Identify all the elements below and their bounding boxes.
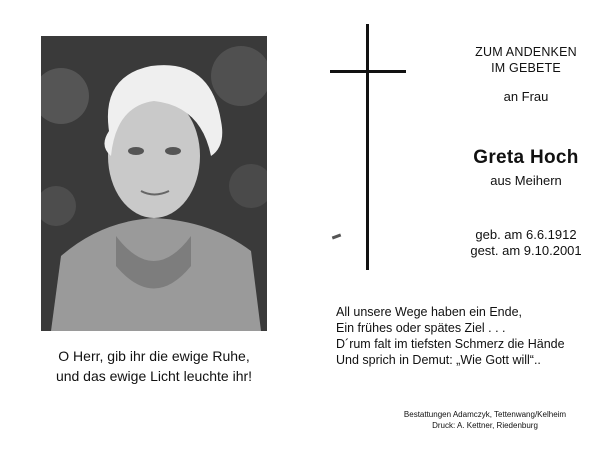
funeral-home-credit: Bestattungen Adamczyk, Tettenwang/Kelheim [403, 410, 567, 419]
prayer-text [20, 346, 288, 386]
cross-horizontal-bar [330, 70, 406, 73]
memoriam-line-2: IM GEBETE [491, 61, 561, 75]
memoriam-heading [428, 44, 614, 76]
verse-line-1: All unsere Wege haben ein Ende, [336, 305, 523, 319]
portrait-photo [41, 36, 267, 331]
memorial-verse [336, 304, 608, 368]
prayer-line-1: O Herr, gib ihr die ewige Ruhe, [58, 348, 250, 364]
print-credit: Druck: A. Kettner, Riedenburg [432, 421, 538, 430]
ink-mark [332, 234, 341, 240]
birth-date: geb. am 6.6.1912 [475, 227, 577, 242]
prayer-line-2: und das ewige Licht leuchte ihr! [55, 368, 253, 384]
death-date: gest. am 9.10.2001 [470, 243, 582, 258]
origin-text: aus Meihern [490, 173, 562, 188]
memoriam-line-1: ZUM ANDENKEN [475, 45, 577, 59]
verse-line-4: Und sprich in Demut: „Wie Gott will“.. [336, 353, 541, 367]
printer-credits [360, 409, 610, 431]
verse-line-2: Ein frühes oder spätes Ziel . . . [336, 321, 506, 335]
cross-vertical-bar [366, 24, 369, 270]
portrait-illustration [41, 36, 267, 331]
deceased-name: Greta Hoch [473, 147, 579, 168]
verse-line-3: D´rum falt im tiefsten Schmerz die Hände [336, 337, 565, 351]
life-dates [428, 227, 614, 259]
address-text: an Frau [503, 89, 549, 104]
